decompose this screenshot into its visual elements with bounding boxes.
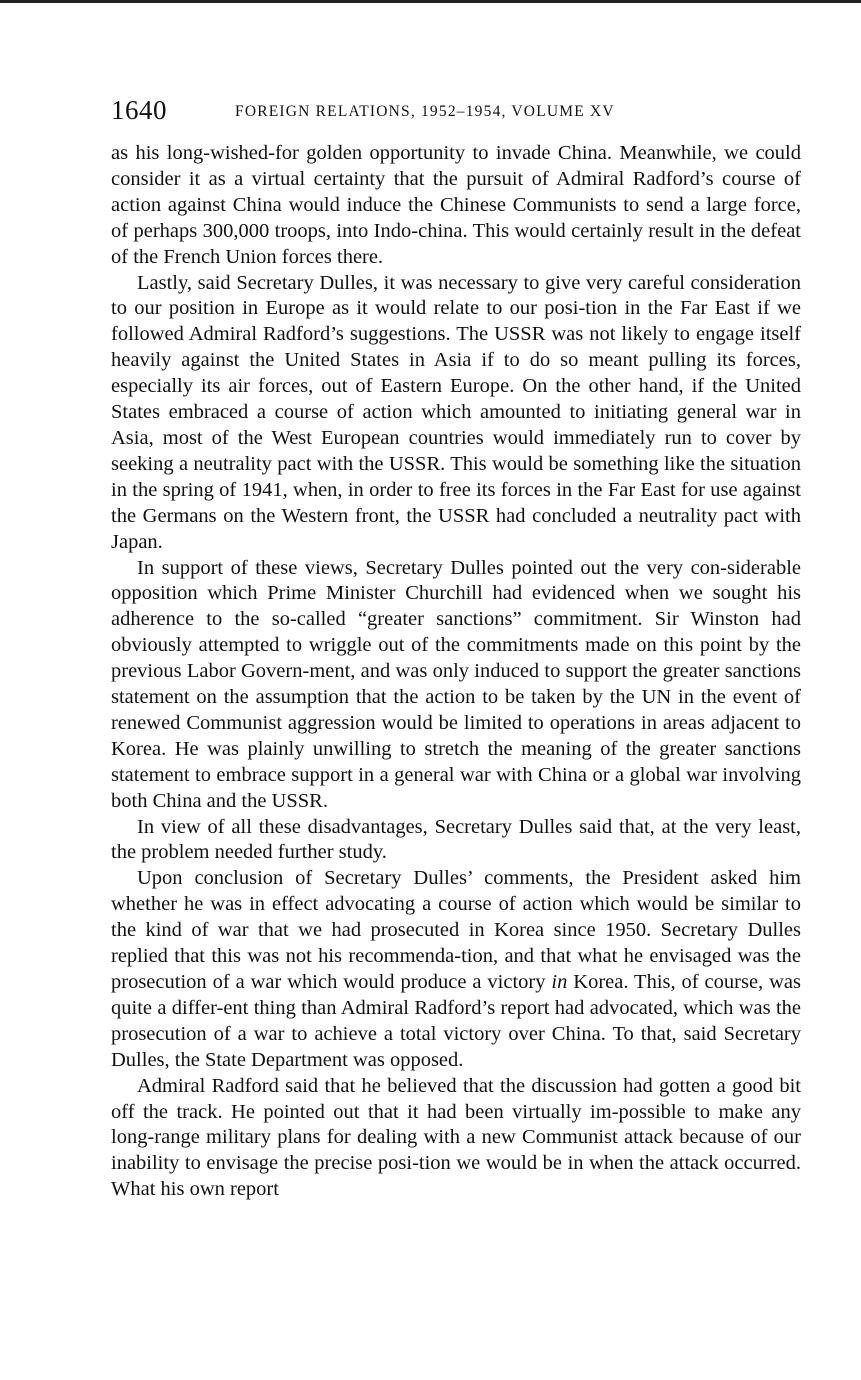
italic-emphasis: in [551,971,568,993]
body-text [111,141,801,1203]
paragraph-text: Upon conclusion of Secretary Dulles’ comments, the President asked him whether he was in effect advocating a course of action which would be similar to the kind of war that we had prosecuted in Korea since 1950. Secretary Dulles replied that this was not his recommenda-tion, and that what he envisaged was the prosecution of a war which would produce a victory [111,867,801,993]
paragraph: In view of all these disadvantages, Secretary Dulles said that, at the very least, the problem needed further study. [111,815,801,864]
paragraph: Admiral Radford said that he believed that the discussion had gotten a good bit off the track. He pointed out that it had been virtually im-possible to make any long-range military plans for dealing with a new Communist attack because of our inability to envisage the precise posi-tion we would be in when the attack occurred. What his own report [111,1074,801,1201]
paragraph: Lastly, said Secretary Dulles, it was necessary to give very careful consideration to our position in Europe as it would relate to our posi-tion in the Far East if we followed Admiral Radford’s suggestions. The USSR was not likely to engage itself heavily against the United States in Asia if to do so meant pulling its forces, especially its air forces, out of Eastern Europe. On the other hand, if the United States embraced a course of action which amounted to initiating general war in Asia, most of the West European countries would immediately run to cover by seeking a neutrality pact with the USSR. This would be something like the situation in the spring of 1941, when, in order to free its forces in the Far East for use against the Germans on the Western front, the USSR had concluded a neutrality pact with Japan. [111,271,801,553]
paragraph-text: Korea. This, of course, was quite a differ-ent thing than Admiral Radford’s report had advocated, which was the prosecution of a war to achieve a total victory over China. To that, said Secretary Dulles, the State Department was opposed. [111,971,801,1071]
running-head: FOREIGN RELATIONS, 1952–1954, VOLUME XV [235,103,615,120]
paragraph: In support of these views, Secretary Dulles pointed out the very con-siderable opposition which Prime Minister Churchill had evidenced when we sought his adherence to the so-called “greater sanctions” commitment. Sir Winston had obviously attempted to wriggle out of the commitments made on this point by the previous Labor Govern-ment, and was only induced to support the greater sanctions statement on the assumption that the action to be taken by the UN in the event of renewed Communist aggression would be limited to operations in areas adjacent to Korea. He was plainly unwilling to stretch the meaning of the greater sanctions statement to embrace support in a general war with China or a global war involving both China and the USSR. [111,556,801,812]
paragraph [111,866,801,1073]
page-header [111,92,801,132]
page-number: 1640 [111,95,167,125]
top-border-rule [0,0,861,3]
paragraph: as his long-wished-for golden opportunity to invade China. Meanwhile, we could consider it as a virtual certainty that the pursuit of Admiral Radford’s course of action against China would induce the Chinese Communists to send a large force, of perhaps 300,000 troops, into Indo-china. This would certainly result in the defeat of the French Union forces there. [111,142,801,268]
